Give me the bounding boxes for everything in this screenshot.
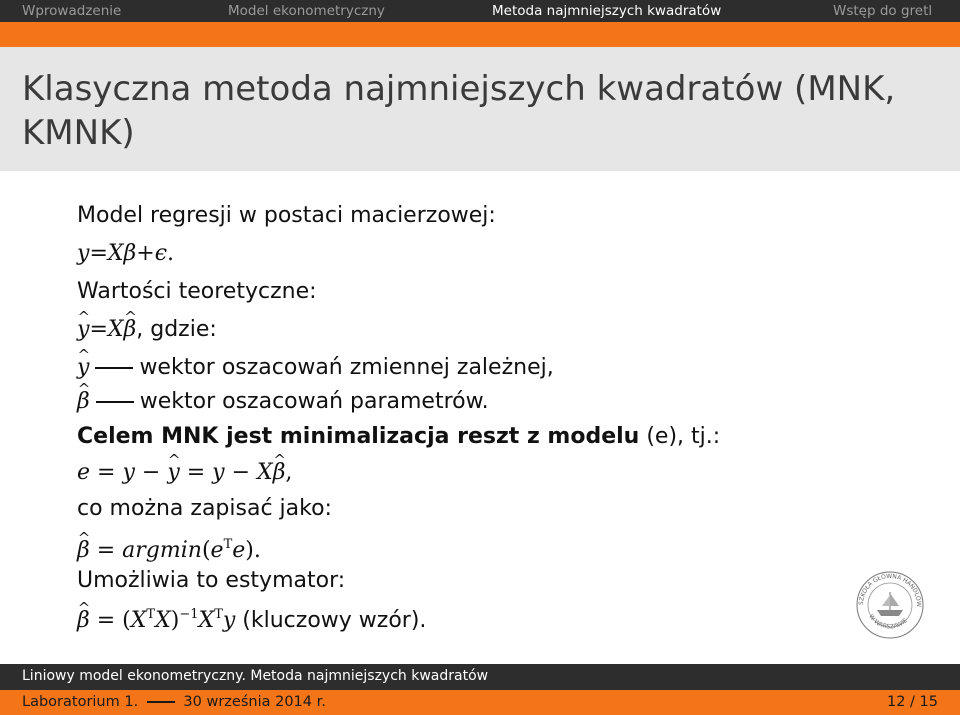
section-navigation: [0, 0, 960, 22]
body-line-11: Umożliwia to estymator:: [77, 568, 346, 593]
frame-title-bar: [0, 47, 960, 171]
accent-bar: [0, 22, 960, 47]
body-line-12-equation: ^ $\beta = (X^TX)^{-1}X^Ty$ (kluczowy wzór).: [77, 599, 426, 631]
footer-info-bar: [0, 690, 960, 715]
body-line-2-equation: y=Xβ+ϵ.: [77, 241, 175, 266]
slide-title: Klasyczna metoda najmniejszych kwadratów (MNK, KMNK): [22, 69, 896, 153]
body-line-4-equation: ^ y=X^ β, gdzie:: [77, 314, 217, 346]
em-dash: [147, 701, 175, 703]
nav-item-metoda-najmniejszych-kwadratow[interactable]: Metoda najmniejszych kwadratów: [492, 3, 722, 19]
body-line-7: Celem MNK jest minimalizacja reszt z modelu (e), tj.:: [77, 424, 721, 449]
em-dash: [95, 367, 133, 369]
body-line-1: Model regresji w postaci macierzowej:: [77, 203, 496, 228]
body-line-9: co można zapisać jako:: [77, 496, 332, 521]
body-line-10-equation: ^ $\beta = argmin(e^Te)$.: [77, 529, 261, 561]
body-line-5: ^ y wektor oszacowań zmiennej zależnej,: [77, 352, 554, 384]
nav-item-model-ekonometryczny[interactable]: Model ekonometryczny: [228, 3, 385, 19]
page-counter: 12 / 15: [886, 694, 938, 710]
body-line-3: Wartości teoretyczne:: [77, 279, 317, 304]
university-seal-logo: [855, 570, 925, 640]
footer-presentation-title: Liniowy model ekonometryczny. Metoda najmniejszych kwadratów: [22, 668, 489, 684]
nav-item-wprowadzenie[interactable]: Wprowadzenie: [22, 3, 122, 19]
svg-text:W WARSZAWIE: W WARSZAWIE: [867, 613, 909, 631]
body-line-8-equation: e = y − ^ y = y − X^ β,: [77, 457, 292, 489]
footer-title-bar: [0, 664, 960, 690]
footer-date: Laboratorium 1. 30 września 2014 r.: [22, 694, 326, 710]
body-line-6: ^ β wektor oszacowań parametrów.: [77, 386, 489, 418]
nav-item-wstep-do-gretl[interactable]: Wstęp do gretl: [833, 3, 933, 19]
svg-text:SZKOŁA GŁÓWNA HANDLOWA: SZKOŁA GŁÓWNA HANDLOW: [857, 572, 923, 607]
em-dash: [96, 401, 134, 403]
